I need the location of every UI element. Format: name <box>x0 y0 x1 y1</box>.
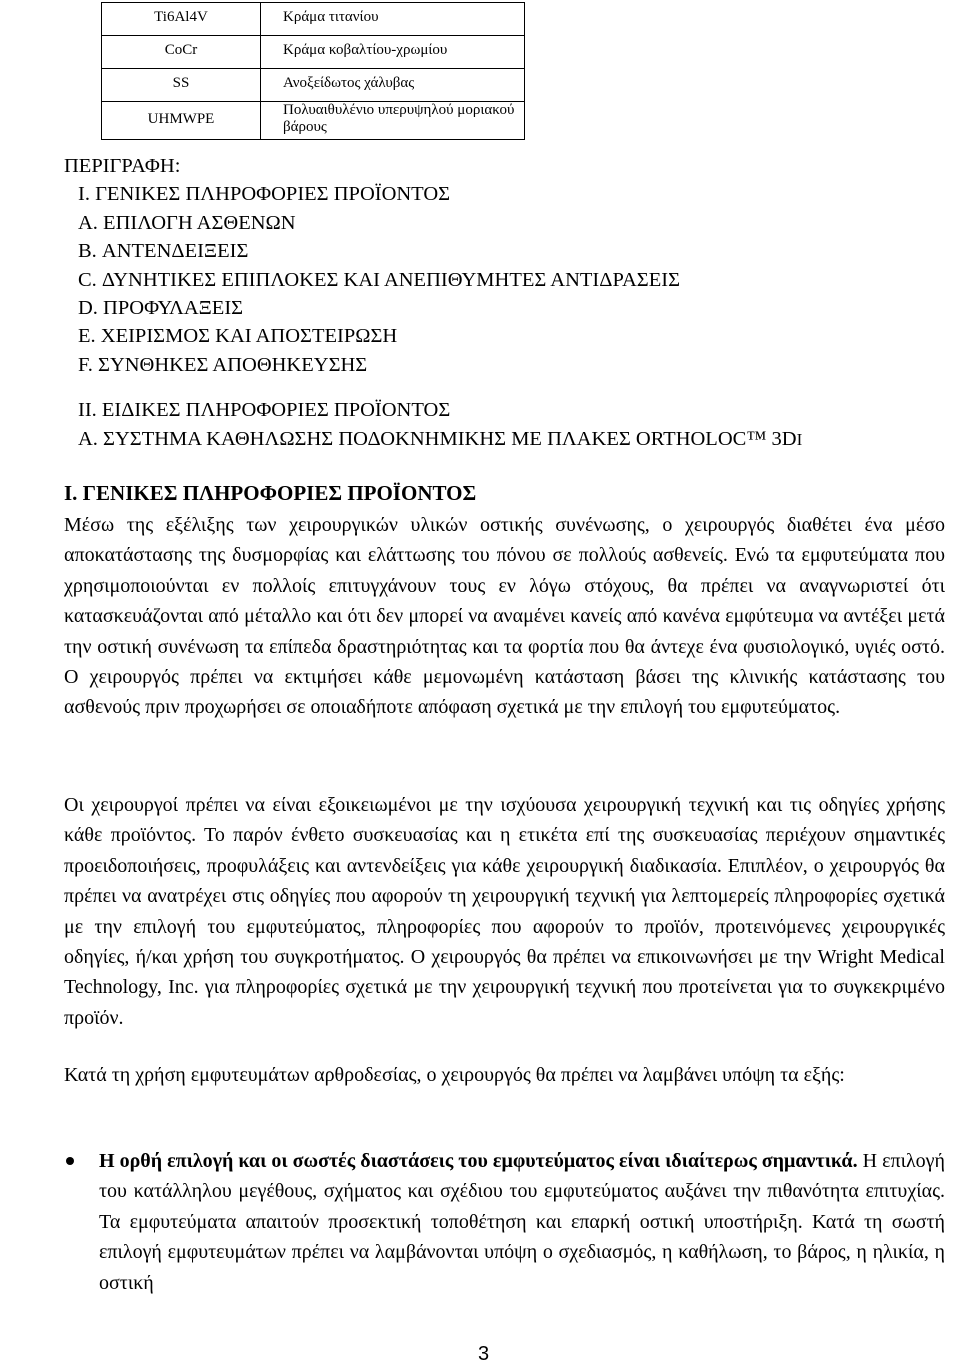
list-item-text: Η επιλογή του κατάλληλου μεγέθους, σχήματος και σχέδιου του εμφυτεύματος αυξάνει την πιθανότητα επιτυχίας. Τα εμφυτεύματα απαιτούν προσεκτική τοποθέτηση και επαρκή οστική υποστήριξη. Κατά τη σωστή επιλογή εμφυτευμάτων πρέπει να λαμβάνονται υπόψη ο σχεδιασμός, η καθήλωση, το βάρος, η ηλικία, η οστική <box>99 1150 945 1294</box>
bullet-icon <box>66 1157 74 1165</box>
material-name: Πολυαιθυλένιο υπερυψηλού μοριακού βάρους <box>261 102 525 140</box>
outline-section-1: I. ΓΕΝΙΚΕΣ ΠΛΗΡΟΦΟΡΙΕΣ ΠΡΟΪΟΝΤΟΣ <box>78 183 451 206</box>
body-paragraph: Μέσω της εξέλιξης των χειρουργικών υλικών οστικής συνένωσης, ο χειρουργός διαθέτει ένα μέσο αποκατάστασης της δυσμορφίας και ελάττωσης του πόνου σε πολλούς ασθενείς. Ενώ τα εμφυτεύματα που χρησιμοποιούνται εν πολλοίς επιτυγχάνουν τους εν λόγω στόχους, θα πρέπει να αναγνωριστεί ότι κατασκευάζονται από μέταλλο και ότι δεν μπορεί να αναμένει κανείς από κανένα εμφύτευμα να αντέξει μετά την οστική συνένωση τα επίπεδα δραστηριότητας και τα φορτία που θα άντεχε ένα φυσιολογικό, υγιές οστό. Ο χειρουργός πρέπει να εκτιμήσει κάθε μεμονωμένη κατάσταση βάσει της κλινικής κατάστασης του ασθενούς πριν προχωρήσει σε οποιαδήποτε απόφαση σχετικά με την επιλογή του εμφυτεύματος. <box>64 514 945 719</box>
body-paragraph: Κατά τη χρήση εμφυτευμάτων αρθροδεσίας, ο χειρουργός θα πρέπει να λαμβάνει υπόψη τα εξής: <box>64 1064 845 1086</box>
material-code: UHMWPE <box>102 102 261 140</box>
materials-table <box>101 2 525 140</box>
material-name: Ανοξείδωτος χάλυβας <box>261 69 525 102</box>
section-title: I. ΓΕΝΙΚΕΣ ΠΛΗΡΟΦΟΡΙΕΣ ΠΡΟΪΟΝΤΟΣ <box>64 481 477 505</box>
outline-spacer <box>64 379 802 396</box>
material-code: CoCr <box>102 36 261 69</box>
outline-item-suffix: I <box>796 429 803 449</box>
outline-item <box>64 425 802 454</box>
material-name: Κράμα κοβαλτίου-χρωμίου <box>261 36 525 69</box>
outline-section-2: II. ΕΙΔΙΚΕΣ ΠΛΗΡΟΦΟΡΙΕΣ ΠΡΟΪΟΝΤΟΣ <box>78 399 451 422</box>
material-code: SS <box>102 69 261 102</box>
outline-item: E. ΧΕΙΡΙΣΜΟΣ ΚΑΙ ΑΠΟΣΤΕΙΡΩΣΗ <box>78 325 398 348</box>
description-heading: ΠΕΡΙΓΡΑΦΗ: <box>64 155 181 177</box>
table-row <box>102 36 525 69</box>
table-row <box>102 3 525 36</box>
list-item <box>64 1146 945 1298</box>
outline-item: F. ΣΥΝΘΗΚΕΣ ΑΠΟΘΗΚΕΥΣΗΣ <box>78 353 368 376</box>
considerations-list <box>64 1146 945 1298</box>
outline-item-text: A. ΣΥΣΤΗΜΑ ΚΑΘΗΛΩΣΗΣ ΠΟΔΟΚΝΗΜΙΚΗΣ ΜΕ ΠΛΑΚΕΣ ORTHOLOC™ 3D <box>78 427 797 450</box>
outline-item: A. ΕΠΙΛΟΓΗ ΑΣΘΕΝΩΝ <box>78 211 296 234</box>
material-code: Ti6Al4V <box>102 3 261 36</box>
outline-item: D. ΠΡΟΦΥΛΑΞΕΙΣ <box>78 297 244 320</box>
body-paragraph: Οι χειρουργοί πρέπει να είναι εξοικειωμένοι με την ισχύουσα χειρουργική τεχνική και τις οδηγίες χρήσης κάθε προϊόντος. Το παρόν ένθετο συσκευασίας και η ετικέτα επί της συσκευασίας περιέχουν σημαντικές προειδοποιήσεις, προφυλάξεις και αντενδείξεις για κάθε χειρουργική διαδικασία. Επιπλέον, ο χειρουργός θα πρέπει να ανατρέχει στις οδηγίες που αφορούν τη χειρουργική τεχνική για λεπτομερείς πληροφορίες σχετικά με την επιλογή του εμφυτεύματος, πληροφορίες που αφορούν το προϊόν, προτεινόμενες χειρουργικές οδηγίες, ή/και χρήση του συγκροτήματος. Ο χειρουργός θα πρέπει να επικοινωνήσει με την Wright Medical Technology, Inc. για πληροφορίες σχετικά με την χειρουργική τεχνική που προτείνεται για το συγκεκριμένο προϊόν. <box>64 794 945 1029</box>
description-outline <box>64 152 802 454</box>
table-row <box>102 102 525 140</box>
outline-item: B. ΑΝΤΕΝΔΕΙΞΕΙΣ <box>78 240 249 263</box>
outline-item: C. ΔΥΝΗΤΙΚΕΣ ΕΠΙΠΛΟΚΕΣ ΚΑΙ ΑΝΕΠΙΘΥΜΗΤΕΣ ΑΝΤΙΔΡΑΣΕΙΣ <box>78 268 680 291</box>
list-item-emphasis: Η ορθή επιλογή και οι σωστές διαστάσεις του εμφυτεύματος είναι ιδιαίτερως σημαντικά. <box>99 1150 858 1172</box>
page-number: 3 <box>478 1343 490 1365</box>
table-row <box>102 69 525 102</box>
material-name: Κράμα τιτανίου <box>261 3 525 36</box>
